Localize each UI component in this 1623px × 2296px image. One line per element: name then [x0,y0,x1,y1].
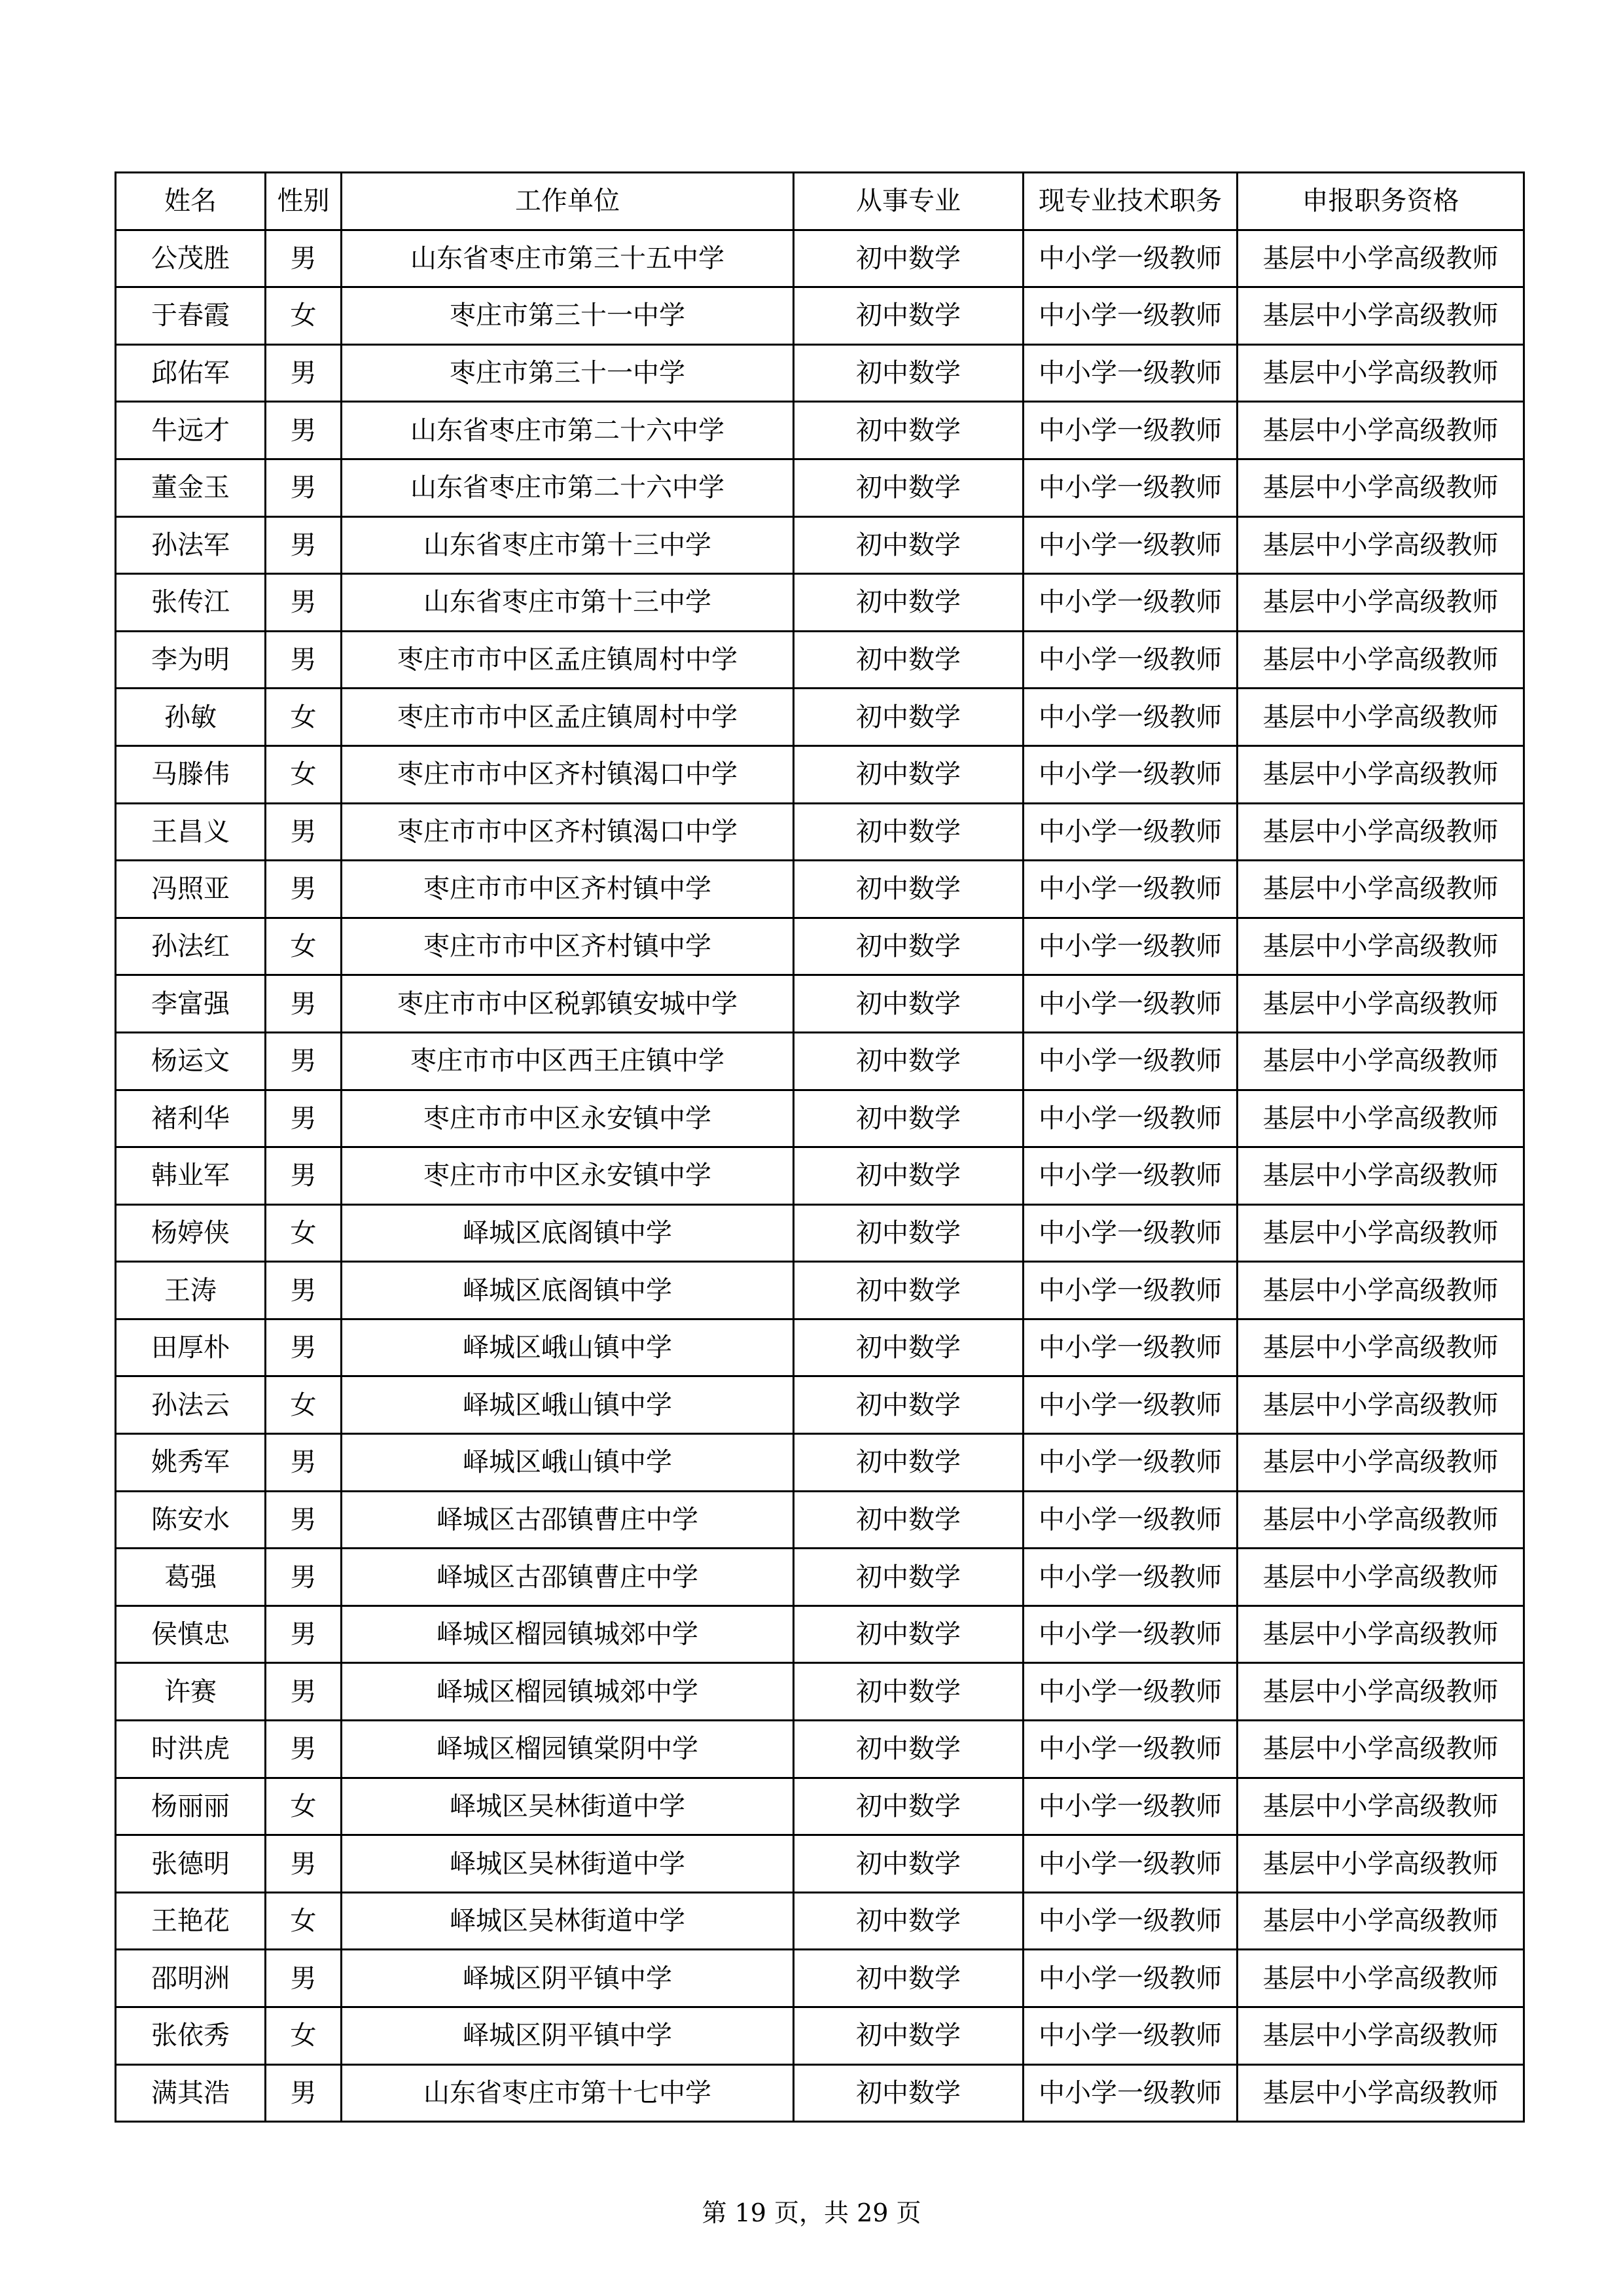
name-cell: 邱佑军 [116,344,266,402]
work-unit-cell: 枣庄市市中区齐村镇渴口中学 [342,803,794,861]
table-row [116,574,1524,632]
major-cell: 初中数学 [794,1376,1024,1434]
name-cell: 邵明洲 [116,1950,266,2007]
gender-cell: 女 [266,1778,342,1835]
table-row [116,689,1524,746]
work-unit-cell: 峄城区榴园镇棠阴中学 [342,1721,794,1778]
current-title-cell: 中小学一级教师 [1024,230,1238,287]
gender-cell: 男 [266,402,342,459]
work-unit-cell: 枣庄市市中区齐村镇渴口中学 [342,745,794,803]
name-cell: 王涛 [116,1262,266,1319]
work-unit-cell: 枣庄市市中区永安镇中学 [342,1147,794,1205]
gender-cell: 男 [266,1491,342,1549]
page-number-footer: 第 19 页，共 29 页 [702,2198,921,2227]
major-cell: 初中数学 [794,230,1024,287]
work-unit-cell: 山东省枣庄市第十三中学 [342,574,794,632]
major-cell: 初中数学 [794,631,1024,689]
name-cell: 韩业军 [116,1147,266,1205]
header-cell-work-unit: 工作单位 [342,173,794,230]
applied-qualification-cell: 基层中小学高级教师 [1238,975,1524,1033]
header-cell-applied-qualification: 申报职务资格 [1238,173,1524,230]
gender-cell: 男 [266,1032,342,1090]
applied-qualification-cell: 基层中小学高级教师 [1238,287,1524,345]
work-unit-cell: 峄城区峨山镇中学 [342,1319,794,1376]
current-title-cell: 中小学一级教师 [1024,918,1238,975]
table-row [116,344,1524,402]
table-row [116,516,1524,574]
header-cell-major: 从事专业 [794,173,1024,230]
major-cell: 初中数学 [794,745,1024,803]
name-cell: 孙敏 [116,689,266,746]
current-title-cell: 中小学一级教师 [1024,574,1238,632]
gender-cell: 男 [266,516,342,574]
applied-qualification-cell: 基层中小学高级教师 [1238,1835,1524,1893]
applied-qualification-cell: 基层中小学高级教师 [1238,516,1524,574]
gender-cell: 女 [266,918,342,975]
table-row [116,287,1524,345]
major-cell: 初中数学 [794,574,1024,632]
major-cell: 初中数学 [794,1605,1024,1663]
major-cell: 初中数学 [794,689,1024,746]
current-title-cell: 中小学一级教师 [1024,516,1238,574]
name-cell: 杨运文 [116,1032,266,1090]
major-cell: 初中数学 [794,1090,1024,1147]
name-cell: 马滕伟 [116,745,266,803]
applied-qualification-cell: 基层中小学高级教师 [1238,459,1524,516]
major-cell: 初中数学 [794,1434,1024,1492]
applied-qualification-cell: 基层中小学高级教师 [1238,1204,1524,1262]
major-cell: 初中数学 [794,975,1024,1033]
name-cell: 杨丽丽 [116,1778,266,1835]
work-unit-cell: 枣庄市市中区齐村镇中学 [342,861,794,918]
name-cell: 李富强 [116,975,266,1033]
major-cell: 初中数学 [794,1032,1024,1090]
table-row [116,1376,1524,1434]
applied-qualification-cell: 基层中小学高级教师 [1238,1950,1524,2007]
table-row [116,1605,1524,1663]
applied-qualification-cell: 基层中小学高级教师 [1238,1721,1524,1778]
applied-qualification-cell: 基层中小学高级教师 [1238,631,1524,689]
work-unit-cell: 峄城区古邵镇曹庄中学 [342,1549,794,1606]
applied-qualification-cell: 基层中小学高级教师 [1238,803,1524,861]
gender-cell: 女 [266,2007,342,2065]
table-row [116,1549,1524,1606]
gender-cell: 男 [266,1605,342,1663]
gender-cell: 男 [266,459,342,516]
applied-qualification-cell: 基层中小学高级教师 [1238,1376,1524,1434]
work-unit-cell: 枣庄市市中区孟庄镇周村中学 [342,631,794,689]
gender-cell: 男 [266,631,342,689]
work-unit-cell: 峄城区底阁镇中学 [342,1204,794,1262]
work-unit-cell: 枣庄市市中区永安镇中学 [342,1090,794,1147]
gender-cell: 男 [266,2064,342,2122]
table-row [116,1835,1524,1893]
applied-qualification-cell: 基层中小学高级教师 [1238,1147,1524,1205]
table-row [116,1778,1524,1835]
gender-cell: 女 [266,689,342,746]
name-cell: 田厚朴 [116,1319,266,1376]
applied-qualification-cell: 基层中小学高级教师 [1238,230,1524,287]
current-title-cell: 中小学一级教师 [1024,631,1238,689]
name-cell: 许赛 [116,1663,266,1721]
gender-cell: 女 [266,1376,342,1434]
current-title-cell: 中小学一级教师 [1024,2007,1238,2065]
name-cell: 李为明 [116,631,266,689]
major-cell: 初中数学 [794,402,1024,459]
current-title-cell: 中小学一级教师 [1024,1835,1238,1893]
current-title-cell: 中小学一级教师 [1024,1204,1238,1262]
current-title-cell: 中小学一级教师 [1024,1262,1238,1319]
name-cell: 董金玉 [116,459,266,516]
work-unit-cell: 枣庄市市中区孟庄镇周村中学 [342,689,794,746]
applied-qualification-cell: 基层中小学高级教师 [1238,1491,1524,1549]
applied-qualification-cell: 基层中小学高级教师 [1238,2064,1524,2122]
major-cell: 初中数学 [794,2007,1024,2065]
name-cell: 王艳花 [116,1892,266,1950]
applied-qualification-cell: 基层中小学高级教师 [1238,402,1524,459]
name-cell: 于春霞 [116,287,266,345]
major-cell: 初中数学 [794,1319,1024,1376]
table-row [116,2007,1524,2065]
table-row [116,1032,1524,1090]
current-title-cell: 中小学一级教师 [1024,861,1238,918]
work-unit-cell: 峄城区峨山镇中学 [342,1434,794,1492]
current-title-cell: 中小学一级教师 [1024,1605,1238,1663]
work-unit-cell: 峄城区吴林街道中学 [342,1835,794,1893]
work-unit-cell: 峄城区吴林街道中学 [342,1778,794,1835]
current-title-cell: 中小学一级教师 [1024,402,1238,459]
name-cell: 公茂胜 [116,230,266,287]
current-title-cell: 中小学一级教师 [1024,1950,1238,2007]
major-cell: 初中数学 [794,287,1024,345]
work-unit-cell: 峄城区榴园镇城郊中学 [342,1663,794,1721]
gender-cell: 男 [266,1950,342,2007]
gender-cell: 男 [266,975,342,1033]
gender-cell: 男 [266,1090,342,1147]
current-title-cell: 中小学一级教师 [1024,1892,1238,1950]
work-unit-cell: 峄城区吴林街道中学 [342,1892,794,1950]
current-title-cell: 中小学一级教师 [1024,975,1238,1033]
applied-qualification-cell: 基层中小学高级教师 [1238,344,1524,402]
table-row [116,1204,1524,1262]
name-cell: 葛强 [116,1549,266,1606]
applied-qualification-cell: 基层中小学高级教师 [1238,745,1524,803]
applied-qualification-cell: 基层中小学高级教师 [1238,1090,1524,1147]
applied-qualification-cell: 基层中小学高级教师 [1238,1032,1524,1090]
table-row [116,1663,1524,1721]
work-unit-cell: 山东省枣庄市第二十六中学 [342,459,794,516]
table-row [116,1491,1524,1549]
gender-cell: 男 [266,1663,342,1721]
work-unit-cell: 峄城区榴园镇城郊中学 [342,1605,794,1663]
gender-cell: 女 [266,1892,342,1950]
name-cell: 孙法红 [116,918,266,975]
name-cell: 张依秀 [116,2007,266,2065]
applied-qualification-cell: 基层中小学高级教师 [1238,1778,1524,1835]
current-title-cell: 中小学一级教师 [1024,1147,1238,1205]
table-row [116,402,1524,459]
current-title-cell: 中小学一级教师 [1024,689,1238,746]
gender-cell: 女 [266,1204,342,1262]
current-title-cell: 中小学一级教师 [1024,1090,1238,1147]
major-cell: 初中数学 [794,1835,1024,1893]
table-row [116,803,1524,861]
name-cell: 张德明 [116,1835,266,1893]
table-row [116,1147,1524,1205]
name-cell: 侯慎忠 [116,1605,266,1663]
table-row [116,230,1524,287]
applied-qualification-cell: 基层中小学高级教师 [1238,2007,1524,2065]
table-row [116,1434,1524,1492]
name-cell: 满其浩 [116,2064,266,2122]
current-title-cell: 中小学一级教师 [1024,344,1238,402]
applied-qualification-cell: 基层中小学高级教师 [1238,1319,1524,1376]
table-row [116,1090,1524,1147]
gender-cell: 男 [266,1434,342,1492]
name-cell: 时洪虎 [116,1721,266,1778]
table-row [116,1262,1524,1319]
table-row [116,1319,1524,1376]
current-title-cell: 中小学一级教师 [1024,1549,1238,1606]
major-cell: 初中数学 [794,1204,1024,1262]
major-cell: 初中数学 [794,1663,1024,1721]
header-cell-name: 姓名 [116,173,266,230]
work-unit-cell: 山东省枣庄市第三十五中学 [342,230,794,287]
work-unit-cell: 山东省枣庄市第十三中学 [342,516,794,574]
major-cell: 初中数学 [794,803,1024,861]
gender-cell: 男 [266,574,342,632]
gender-cell: 男 [266,1549,342,1606]
gender-cell: 男 [266,861,342,918]
table-row [116,2064,1524,2122]
current-title-cell: 中小学一级教师 [1024,803,1238,861]
table-row [116,1950,1524,2007]
major-cell: 初中数学 [794,344,1024,402]
current-title-cell: 中小学一级教师 [1024,1778,1238,1835]
current-title-cell: 中小学一级教师 [1024,287,1238,345]
applied-qualification-cell: 基层中小学高级教师 [1238,1605,1524,1663]
major-cell: 初中数学 [794,861,1024,918]
name-cell: 孙法云 [116,1376,266,1434]
gender-cell: 男 [266,1262,342,1319]
current-title-cell: 中小学一级教师 [1024,1721,1238,1778]
major-cell: 初中数学 [794,516,1024,574]
table-row [116,975,1524,1033]
applied-qualification-cell: 基层中小学高级教师 [1238,574,1524,632]
table-row [116,1892,1524,1950]
work-unit-cell: 枣庄市市中区西王庄镇中学 [342,1032,794,1090]
work-unit-cell: 山东省枣庄市第十七中学 [342,2064,794,2122]
teacher-roster-table [115,171,1525,2123]
gender-cell: 男 [266,344,342,402]
current-title-cell: 中小学一级教师 [1024,745,1238,803]
major-cell: 初中数学 [794,1262,1024,1319]
applied-qualification-cell: 基层中小学高级教师 [1238,1549,1524,1606]
work-unit-cell: 山东省枣庄市第二十六中学 [342,402,794,459]
name-cell: 褚利华 [116,1090,266,1147]
name-cell: 王昌义 [116,803,266,861]
applied-qualification-cell: 基层中小学高级教师 [1238,861,1524,918]
table-row [116,1721,1524,1778]
applied-qualification-cell: 基层中小学高级教师 [1238,689,1524,746]
name-cell: 陈安水 [116,1491,266,1549]
name-cell: 姚秀军 [116,1434,266,1492]
table-row [116,459,1524,516]
major-cell: 初中数学 [794,918,1024,975]
applied-qualification-cell: 基层中小学高级教师 [1238,1434,1524,1492]
table-row [116,631,1524,689]
applied-qualification-cell: 基层中小学高级教师 [1238,1892,1524,1950]
major-cell: 初中数学 [794,1549,1024,1606]
applied-qualification-cell: 基层中小学高级教师 [1238,918,1524,975]
gender-cell: 男 [266,803,342,861]
work-unit-cell: 枣庄市市中区税郭镇安城中学 [342,975,794,1033]
current-title-cell: 中小学一级教师 [1024,1434,1238,1492]
work-unit-cell: 峄城区阴平镇中学 [342,1950,794,2007]
header-cell-current-title: 现专业技术职务 [1024,173,1238,230]
gender-cell: 女 [266,287,342,345]
name-cell: 张传江 [116,574,266,632]
gender-cell: 女 [266,745,342,803]
work-unit-cell: 峄城区峨山镇中学 [342,1376,794,1434]
current-title-cell: 中小学一级教师 [1024,1376,1238,1434]
name-cell: 杨婷侠 [116,1204,266,1262]
table-row [116,918,1524,975]
gender-cell: 男 [266,1147,342,1205]
current-title-cell: 中小学一级教师 [1024,459,1238,516]
work-unit-cell: 枣庄市市中区齐村镇中学 [342,918,794,975]
current-title-cell: 中小学一级教师 [1024,2064,1238,2122]
applied-qualification-cell: 基层中小学高级教师 [1238,1663,1524,1721]
major-cell: 初中数学 [794,1950,1024,2007]
current-title-cell: 中小学一级教师 [1024,1663,1238,1721]
major-cell: 初中数学 [794,1892,1024,1950]
current-title-cell: 中小学一级教师 [1024,1032,1238,1090]
gender-cell: 男 [266,1721,342,1778]
major-cell: 初中数学 [794,1778,1024,1835]
name-cell: 冯照亚 [116,861,266,918]
table-header-row [116,173,1524,230]
work-unit-cell: 峄城区阴平镇中学 [342,2007,794,2065]
name-cell: 孙法军 [116,516,266,574]
gender-cell: 男 [266,1319,342,1376]
current-title-cell: 中小学一级教师 [1024,1319,1238,1376]
applied-qualification-cell: 基层中小学高级教师 [1238,1262,1524,1319]
major-cell: 初中数学 [794,1147,1024,1205]
current-title-cell: 中小学一级教师 [1024,1491,1238,1549]
major-cell: 初中数学 [794,1721,1024,1778]
major-cell: 初中数学 [794,2064,1024,2122]
name-cell: 牛远才 [116,402,266,459]
work-unit-cell: 峄城区古邵镇曹庄中学 [342,1491,794,1549]
work-unit-cell: 枣庄市第三十一中学 [342,344,794,402]
gender-cell: 男 [266,1835,342,1893]
table-row [116,861,1524,918]
work-unit-cell: 枣庄市第三十一中学 [342,287,794,345]
table-row [116,745,1524,803]
header-cell-gender: 性别 [266,173,342,230]
gender-cell: 男 [266,230,342,287]
table-body [116,230,1524,2122]
major-cell: 初中数学 [794,1491,1024,1549]
work-unit-cell: 峄城区底阁镇中学 [342,1262,794,1319]
major-cell: 初中数学 [794,459,1024,516]
